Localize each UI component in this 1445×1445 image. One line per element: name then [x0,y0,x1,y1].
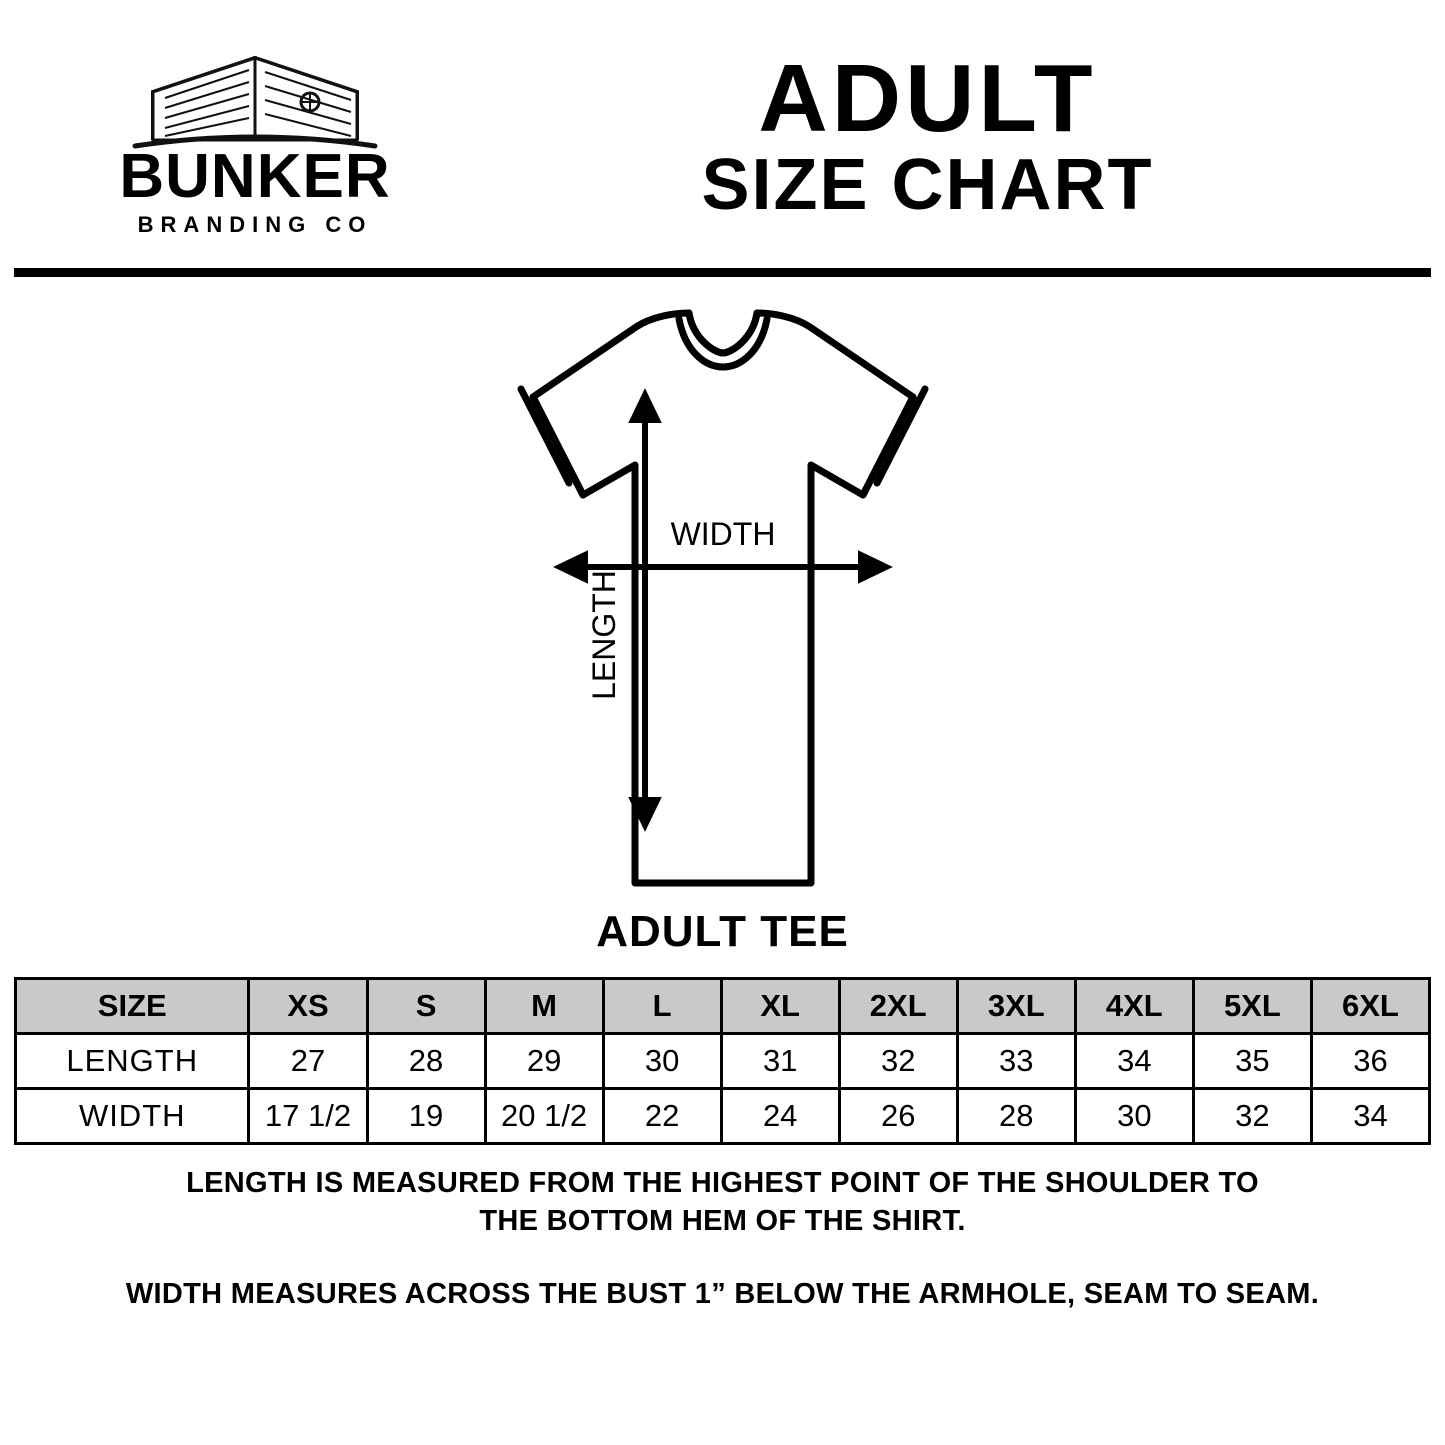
shirt-diagram [0,277,1445,977]
table-cell: 30 [603,1034,721,1089]
table-header-row [16,979,1430,1034]
table-cell: 29 [485,1034,603,1089]
note-block-length [40,1165,1405,1240]
table-cell: 30 [1075,1089,1193,1144]
table-cell: 34 [1311,1089,1429,1144]
table-cell: 36 [1311,1034,1429,1089]
table-cell: 28 [957,1089,1075,1144]
table-cell: 19 [367,1089,485,1144]
header-divider [14,268,1431,277]
column-header: 3XL [957,979,1075,1034]
column-header: 6XL [1311,979,1429,1034]
table-cell: 22 [603,1089,721,1144]
column-header: SIZE [16,979,249,1034]
column-header: M [485,979,603,1034]
table-cell: 33 [957,1034,1075,1089]
page-header [0,0,1445,262]
length-label: LENGTH [585,570,622,700]
tshirt-outline-icon [393,305,1053,905]
column-header: S [367,979,485,1034]
table-row [16,1089,1430,1144]
table-row [16,1034,1430,1089]
brand-tagline: BRANDING CO [137,212,373,238]
table-cell: 35 [1193,1034,1311,1089]
page-title [470,45,1405,225]
diagram-caption: ADULT TEE [596,907,849,956]
table-cell: 34 [1075,1034,1193,1089]
table-cell: 27 [249,1034,367,1089]
column-header: 5XL [1193,979,1311,1034]
note-line: WIDTH MEASURES ACROSS THE BUST 1” BELOW THE ARMHOLE, SEAM TO SEAM. [125,1278,1320,1311]
brand-logo [40,36,470,239]
size-table-wrap [0,977,1445,1145]
row-label: LENGTH [16,1034,249,1089]
table-cell: 17 1/2 [249,1089,367,1144]
table-cell: 32 [839,1034,957,1089]
barn-building-icon [105,44,405,154]
note-block-width [40,1276,1405,1314]
measurement-notes [0,1145,1445,1314]
size-table [14,977,1431,1145]
width-label: WIDTH [670,516,775,552]
column-header: L [603,979,721,1034]
row-label: WIDTH [16,1089,249,1144]
table-cell: 26 [839,1089,957,1144]
note-line: LENGTH IS MEASURED FROM THE HIGHEST POINT OF THE SHOULDER TO [186,1167,1259,1199]
column-header: XL [721,979,839,1034]
table-cell: 24 [721,1089,839,1144]
brand-name: BUNKER [119,141,391,211]
column-header: 2XL [839,979,957,1034]
note-line: THE BOTTOM HEM OF THE SHIRT. [479,1204,966,1237]
title-main: ADULT [758,45,1097,153]
title-sub: SIZE CHART [701,144,1154,225]
column-header: 4XL [1075,979,1193,1034]
table-cell: 32 [1193,1089,1311,1144]
column-header: XS [249,979,367,1034]
table-cell: 28 [367,1034,485,1089]
table-cell: 31 [721,1034,839,1089]
table-cell: 20 1/2 [485,1089,603,1144]
